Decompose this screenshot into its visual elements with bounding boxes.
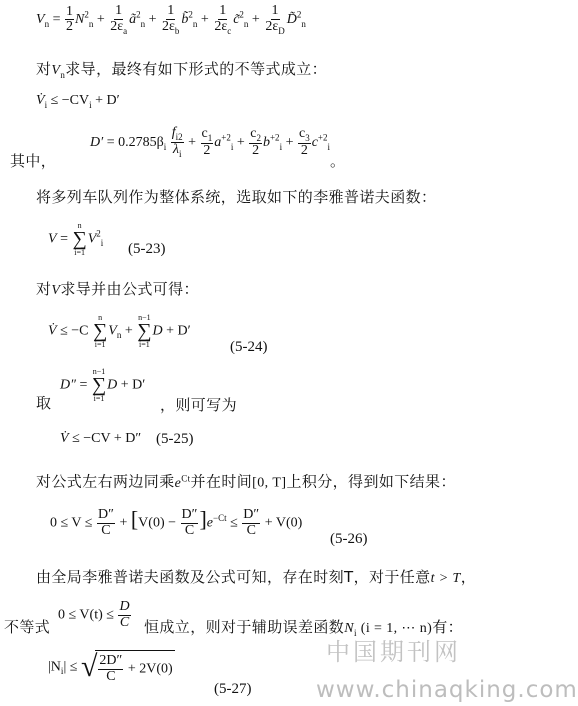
text-derivative-intro: 对$V_n$求导，最终有如下形式的不等式成立： xyxy=(36,60,328,80)
text-multiply-integrate: 对公式左右两边同乘$e^{Ct}$并在时间[0, T]上积分，得到如下结果： xyxy=(36,472,456,491)
inequality-vi-dot: $V̇_i \le -CV_i + D'$ xyxy=(36,93,120,110)
equation-number-5-27: (5-27) xyxy=(214,681,252,697)
equation-5-26: 0 ≤ V ≤ $\frac{D''}{C}$ + [V(0) − $\frac{D''}{C}$ ]$e^{-Ct}$ ≤ $\frac{D''}{C}$ + V(0) xyxy=(50,506,303,538)
equation-d-prime: $D' = 0.2785\beta_i$ $\frac{f_{i2}}{\lambda_i}$ + $\frac{c_1}{2}$ $a^{+2}_i$ + $\frac{c_2}{2}$ $b^{+2}_i$ + $\frac{c_3}{2}$ $c^{+2}_i$ xyxy=(90,125,331,160)
text-global-lyapunov: 由全局李雅普诺夫函数及公式可知，存在时刻T，对于任意t > T， xyxy=(36,568,477,586)
equation-number-5-25: (5-25) xyxy=(156,431,194,447)
equation-5-24: V̇ ≤ −C n ∑ i=1 $V_n$ + n−1 ∑ i=1 D + D′ xyxy=(48,313,191,349)
text-can-be-written: ，则可写为 xyxy=(160,396,238,414)
equation-lyapunov-vn: $V_n$ = $\frac{1}{2}$ $N^2_n$ + $\frac{1}{2\varepsilon_a}$ $ã^2_n$ + $\frac{1}{2\varepsilon_b}$ b̃$^2_n$ + $\frac{1}{2\varepsilon_c}$ c̃$^2_n$ + $\frac{1}{2\varepsilon_D}$ D̃$^2_n$ xyxy=(36,3,306,36)
equation-number-5-23: (5-23) xyxy=(128,241,166,257)
text-period: 。 xyxy=(330,152,346,170)
definition-d-double-prime: D″ = n−1 ∑ i=1 D + D′ xyxy=(60,367,146,403)
watermark-url: www.chinaqking.com xyxy=(316,677,578,703)
equation-5-27: $|N_i|$ ≤ √ $\frac{2D''}{C}$ + 2V(0) xyxy=(48,650,173,684)
text-derivative-v: 对V求导并由公式可得： xyxy=(36,280,199,298)
text-aux-error: 恒成立，则对于辅助误差函数$N_i$ (i = 1, ⋯ n)有： xyxy=(144,618,463,638)
text-qizhong: 其中， xyxy=(10,152,57,170)
text-select-lyapunov: 将多列车队列作为整体系统，选取如下的李雅普诺夫函数： xyxy=(36,188,437,206)
inequality-vt-bound: 0 ≤ V(t) ≤ $\frac{D}{C}$ xyxy=(58,599,130,630)
equation-5-25: V̇ ≤ −CV + D″ xyxy=(60,431,142,446)
equation-number-5-26: (5-26) xyxy=(330,531,368,547)
watermark-site-name: 中国期刊网 xyxy=(326,638,461,666)
equation-number-5-24: (5-24) xyxy=(230,339,268,355)
text-qu: 取 xyxy=(36,394,52,412)
equation-5-23: V = n ∑ i=1 $V^2_i$ xyxy=(48,221,104,257)
text-inequality-holds: 不等式 xyxy=(4,618,51,636)
